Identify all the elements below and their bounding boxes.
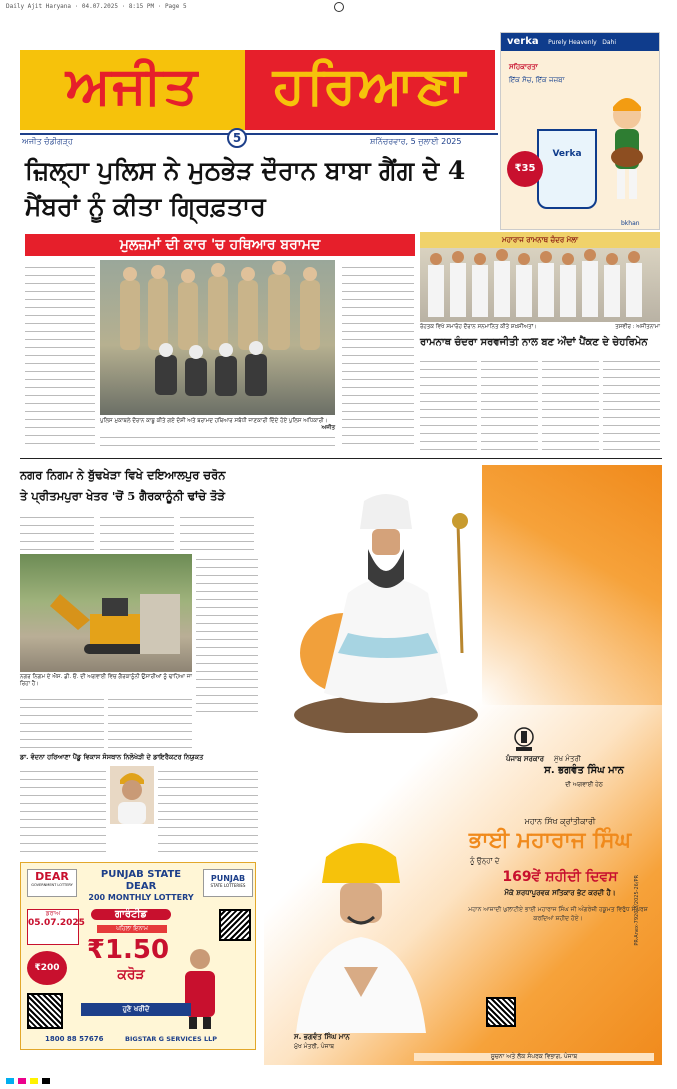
lottery-logo-sub: GOVERNMENT LOTTERY bbox=[31, 883, 73, 887]
third-headline: ਡਾ. ਵੰਦਨਾ ਹਰਿਆਣਾ ਪੈਂਡੂ ਵਿਕਾਸ ਸੰਸਥਾਨ ਨਿਲੋਖੇੜੀ ਦੇ ਡਾਇਰੈਕਟਰ ਨਿਯੁਕਤ bbox=[20, 753, 204, 761]
second-story-text-right bbox=[196, 554, 258, 714]
lottery-prize-head: ਗਾਰੰਟੀਡ bbox=[91, 909, 171, 920]
ceremony-caption-text: ਰੋਹਤਕ ਵਿਖੇ ਸਮਾਰੋਹ ਦੌਰਾਨ ਸਨਮਾਨਿਤ ਕੀਤੇ ਸ਼ਖ਼ਸੀਅਤਾਂ। bbox=[420, 324, 537, 330]
cm-portrait bbox=[286, 837, 436, 1033]
ad-footer: ਸੂਚਨਾ ਅਤੇ ਲੋਕ ਸੰਪਰਕ ਵਿਭਾਗ, ਪੰਜਾਬ bbox=[414, 1053, 654, 1061]
dahi-cup-icon bbox=[537, 129, 597, 209]
cm-line: ਦੀ ਅਗਵਾਈ ਹੇਠ bbox=[565, 781, 603, 788]
third-story-text-2 bbox=[158, 766, 258, 856]
verka-line2: ਇੱਕ ਸੋਚ, ਇੱਕ ਜਜ਼ਬਾ bbox=[509, 76, 565, 84]
lead-photo-caption-text: ਪੁਲਿਸ ਮੁਕਾਬਲੇ ਦੌਰਾਨ ਕਾਬੂ ਕੀਤੇ ਗਏ ਦੋਸ਼ੀ ਅਤੇ ਬਰਾਮਦ ਹਥਿਆਰ ਸਬੰਧੀ ਜਾਣਕਾਰੀ ਦਿੰਦੇ ਹੋਏ ਪੁਲਿਸ ਅਧਿਕਾਰੀ। bbox=[100, 418, 328, 424]
director-photo bbox=[110, 766, 154, 824]
lottery-unit: ਕਰੋੜ bbox=[117, 967, 145, 983]
lottery-agent: BIGSTAR G SERVICES LLP bbox=[125, 1035, 217, 1043]
nu-line: ਨੂੰ ਉਨ੍ਹਾਂ ਦੇ bbox=[470, 857, 500, 865]
police-photo bbox=[100, 260, 335, 415]
lottery-brand-text: PUNJAB bbox=[210, 874, 246, 883]
lottery-cta[interactable]: ਹੁਣੇ ਖਰੀਦੋ bbox=[81, 1003, 191, 1016]
ceremony-banner: ਮਹਾਰਾਜ ਰਾਮਨਾਥ ਚੰਦਰ ਮੇਲਾ bbox=[502, 236, 578, 244]
lottery-title3: 200 MONTHLY LOTTERY bbox=[88, 893, 194, 902]
second-headline-1: ਨਗਰ ਨਿਗਮ ਨੇ ਬੁੱਢਖੇੜਾ ਵਿਖੇ ਦਇਆਲਪੁਰ ਚਰੋਨ bbox=[20, 468, 226, 482]
govt-qr-icon bbox=[486, 997, 516, 1027]
cm-name: ਸ. ਭਗਵੰਤ ਸਿੰਘ ਮਾਨ bbox=[544, 765, 624, 776]
second-story-text-top bbox=[20, 512, 256, 552]
right-story-body bbox=[420, 356, 660, 452]
verka-tagline1: Purely Heavenly bbox=[548, 39, 597, 46]
verka-footer: bkhan bbox=[621, 220, 640, 227]
second-story-text-bottom bbox=[20, 694, 192, 748]
lead-col-1 bbox=[25, 262, 95, 452]
tribute-line: ਮੌਕੇ ਸ਼ਰਧਾਪੂਰਵਕ ਸਤਿਕਾਰ ਭੇਟ ਕਰਦੀ ਹੈ। bbox=[504, 889, 616, 897]
lottery-brand bbox=[203, 869, 253, 897]
police-group-icon bbox=[100, 260, 335, 415]
saffron-top-right bbox=[482, 465, 662, 705]
verka-product: Verka bbox=[552, 149, 582, 159]
lottery-title2: DEAR bbox=[125, 881, 157, 892]
masthead-rule bbox=[20, 133, 498, 135]
lead-col-3 bbox=[100, 432, 335, 452]
ad-body: ਮਹਾਨ ਆਜ਼ਾਦੀ ਘੁਲਾਟੀਏ ਭਾਈ ਮਹਾਰਾਜ ਸਿੰਘ ਜੀ ਅੰਗਰੇਜ਼ੀ ਹਕੂਮਤ ਵਿਰੁੱਧ ਸੰਘਰਸ਼ ਕਰਦਿਆਂ ਸ਼ਹੀਦ ਹੋਏ। bbox=[468, 906, 648, 922]
verka-line1: ਸਹਿਕਾਰਤਾ bbox=[509, 63, 538, 71]
title-small: ਮਹਾਨ ਸਿੱਖ ਕ੍ਰਾਂਤੀਕਾਰੀ bbox=[524, 817, 596, 826]
ceremony-caption bbox=[420, 324, 660, 331]
demolition-caption: ਨਗਰ ਨਿਗਮ ਦੇ ਐਸ. ਡੀ. ਓ. ਦੀ ਅਗਵਾਈ ਵਿਚ ਗੈਰਕਾਨੂੰਨੀ ਉਸਾਰੀਆਂ ਨੂੰ ਢਾਹਿਆ ਜਾ ਰਿਹਾ ਹੈ। bbox=[20, 674, 192, 687]
lottery-amount: ₹1.50 bbox=[86, 935, 170, 965]
ceremony-photo bbox=[420, 232, 660, 322]
lottery-ticket bbox=[27, 951, 67, 985]
right-story-headline: ਰਾਮਨਾਥ ਚੰਦਰਾ ਸਰਵਜੀਤੀ ਨਾਲ ਬਣ ਔਂਦਾਂ ਪੈਂਕਣ ਦੇ ਚੇਹਰਿਮੇਨ bbox=[420, 337, 648, 348]
people-row-icon bbox=[420, 245, 660, 319]
verka-brand: verka bbox=[507, 36, 539, 47]
punjab-govt-ad[interactable] bbox=[264, 465, 662, 1065]
lottery-draw-label: ਡਰਾਅ bbox=[45, 910, 61, 917]
masthead-right-word: ਹਰਿਆਣਾ bbox=[272, 55, 468, 116]
bhai-maharaj-singh-portrait bbox=[288, 493, 484, 733]
crosshair-icon bbox=[334, 2, 344, 12]
lead-headline: ਜ਼ਿਲ੍ਹਾ ਪੁਲਿਸ ਨੇ ਮੁਠਭੇੜ ਦੌਰਾਨ ਬਾਬਾ ਗੈਂਗ ਦੇ 4 ਮੈਂਬਰਾਂ ਨੂੰ ਕੀਤਾ ਗ੍ਰਿਫ਼ਤਾਰ bbox=[25, 156, 466, 221]
title-big: ਭਾਈ ਮਹਾਰਾਜ ਸਿੰਘ bbox=[468, 827, 632, 853]
edition-city: ਅਜੀਤ ਚੰਡੀਗੜ੍ਹ bbox=[22, 137, 73, 146]
ad-side-code: PR-Anex-7920/3/2025-26/PR bbox=[634, 875, 640, 946]
print-info: Daily Ajit Haryana · 04.07.2025 · 8:15 PM · Page 5 bbox=[6, 3, 187, 10]
lottery-logo bbox=[27, 869, 77, 897]
second-headline-2: ਤੇ ਪ੍ਰੀਤਮਪੁਰਾ ਖੇਤਰ 'ਚੋਂ 5 ਗੈਰਕਾਨੂੰਨੀ ਢਾਂਚੇ ਤੋੜੇ bbox=[20, 489, 225, 503]
lottery-qr-icon-2 bbox=[219, 909, 251, 941]
verka-price: ₹35 bbox=[507, 151, 543, 187]
ceremony-credit: ਤਸਵੀਰ : ਅਜੀਤਨਾਮਾ bbox=[615, 324, 660, 330]
lottery-helpline: 1800 88 57676 bbox=[45, 1035, 104, 1043]
cm-caption-role: ਮੁੱਖ ਮੰਤਰੀ, ਪੰਜਾਬ bbox=[294, 1043, 335, 1050]
edition-date: ਸ਼ਨਿੱਚਰਵਾਰ, 5 ਜੁਲਾਈ 2025 bbox=[370, 137, 462, 146]
lottery-title1: PUNJAB STATE bbox=[100, 869, 182, 880]
lottery-draw-date: 05.07.2025 bbox=[28, 918, 85, 928]
page-number: 5 bbox=[227, 128, 247, 148]
verka-ad[interactable] bbox=[500, 32, 660, 230]
lottery-qr-icon bbox=[27, 993, 63, 1029]
verka-tagline2: Dahi bbox=[602, 39, 616, 46]
lottery-prize-sub: ਪਹਿਲਾ ਇਨਾਮ bbox=[97, 925, 167, 933]
cm-role: ਮੁੱਖ ਮੰਤਰੀ bbox=[554, 755, 581, 763]
cm-caption-name: ਸ. ਭਗਵੰਤ ਸਿੰਘ ਮਾਨ bbox=[294, 1033, 350, 1041]
celebrity-icon bbox=[177, 945, 223, 1029]
demolition-photo bbox=[20, 554, 192, 672]
punjab-emblem-icon bbox=[512, 727, 536, 753]
lead-col-2 bbox=[342, 262, 414, 452]
lottery-draw-box bbox=[27, 909, 85, 945]
section-divider bbox=[20, 458, 662, 459]
lead-photo-credit: ਅਜੀਤ bbox=[321, 425, 335, 431]
excavator-icon bbox=[20, 554, 192, 672]
lottery-ad[interactable] bbox=[20, 862, 256, 1050]
drummer-boy-icon bbox=[601, 93, 653, 203]
emblem-label: ਪੰਜਾਬ ਸਰਕਾਰ bbox=[505, 755, 544, 763]
lead-subhead: ਮੁਲਜ਼ਮਾਂ ਦੀ ਕਾਰ 'ਚ ਹਥਿਆਰ ਬਰਾਮਦ bbox=[25, 234, 415, 256]
color-bar bbox=[0, 1074, 677, 1089]
lottery-logo-text: DEAR bbox=[35, 870, 69, 883]
third-story-text-1 bbox=[20, 766, 106, 856]
masthead-left-word: ਅਜੀਤ bbox=[65, 55, 200, 116]
portrait-icon bbox=[110, 766, 154, 824]
lead-photo-caption bbox=[100, 418, 335, 432]
lottery-ticket-price: ₹200 bbox=[34, 963, 60, 973]
anniversary: 169ਵੇਂ ਸ਼ਹੀਦੀ ਦਿਵਸ bbox=[502, 869, 618, 885]
lottery-brand-sub: STATE LOTTERIES bbox=[210, 883, 246, 888]
